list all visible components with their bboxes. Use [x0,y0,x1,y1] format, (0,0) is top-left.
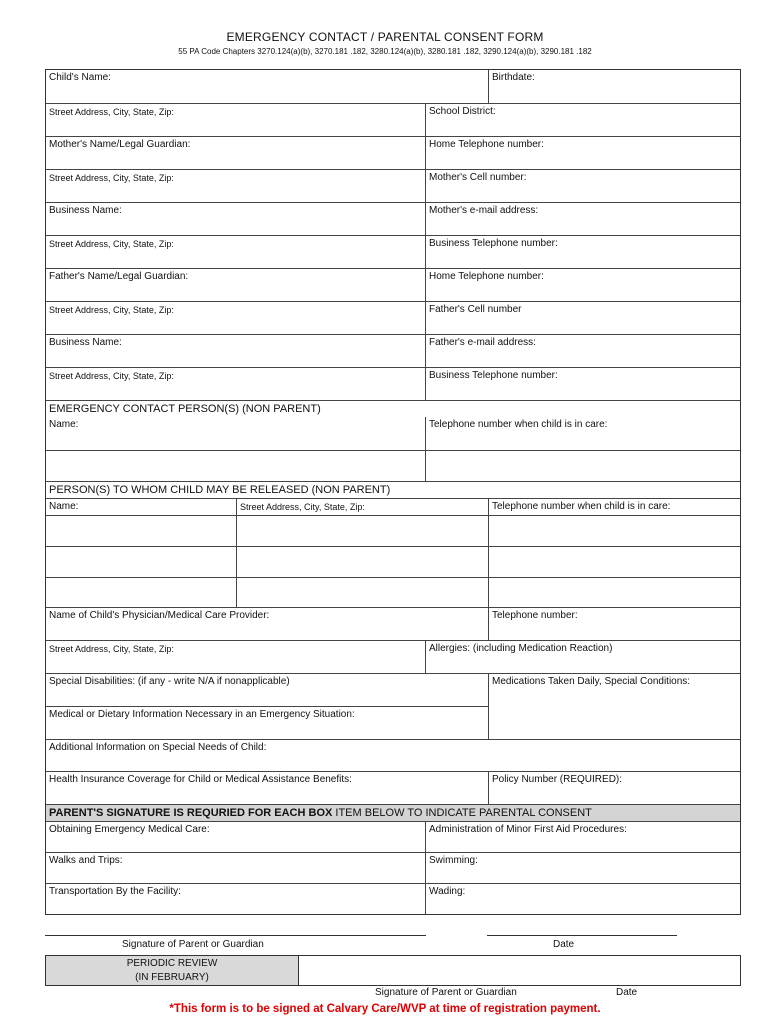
emergency-name-field[interactable]: Name: [49,419,79,430]
special-disabilities-field[interactable]: Special Disabilities: (if any - write N/A if nonapplicable) [46,673,488,706]
registration-notice: *This form is to be signed at Calvary Care/WVP at time of registration payment. [169,1003,601,1015]
father-email-field[interactable]: Father's e-mail address: [425,334,740,367]
consent-heading-bold: PARENT'S SIGNATURE IS REQURIED FOR EACH BOX [49,807,333,819]
periodic-review-line1: PERIODIC REVIEW [126,958,218,969]
first-aid-consent-field[interactable]: Administration of Minor First Aid Procedures: [425,821,740,852]
father-name-field[interactable]: Father's Name/Legal Guardian: [46,268,425,301]
dietary-info-field[interactable]: Medical or Dietary Information Necessary in an Emergency Situation: [46,706,488,739]
mother-business-name-field[interactable]: Business Name: [46,202,425,235]
parent-signature-line[interactable] [45,935,426,936]
transportation-consent-field[interactable]: Transportation By the Facility: [46,883,425,914]
release-name-row-3[interactable] [46,577,236,607]
father-business-address-field[interactable]: Street Address, City, State, Zip: [46,367,425,400]
physician-address-field[interactable]: Street Address, City, State, Zip: [46,640,425,673]
special-needs-field[interactable]: Additional Information on Special Needs of Child: [46,739,740,771]
release-name-row-1[interactable] [46,515,236,546]
child-address-field[interactable]: Street Address, City, State, Zip: [46,103,425,136]
periodic-review-label [46,956,299,985]
father-business-phone-field[interactable]: Business Telephone number: [425,367,740,400]
release-address-header: Street Address, City, State, Zip: [236,498,488,515]
allergies-field[interactable]: Allergies: (including Medication Reaction) [425,640,740,673]
consent-heading [46,804,740,821]
mother-business-phone-field[interactable]: Business Telephone number: [425,235,740,268]
emergency-contact-form [45,69,741,915]
mother-name-field[interactable]: Mother's Name/Legal Guardian: [46,136,425,169]
father-business-name-field[interactable]: Business Name: [46,334,425,367]
physician-phone-field[interactable]: Telephone number: [488,607,740,640]
form-title: EMERGENCY CONTACT / PARENTAL CONSENT FORM [226,30,544,44]
mother-address-field[interactable]: Street Address, City, State, Zip: [46,169,425,202]
birthdate-field[interactable]: Birthdate: [488,70,740,103]
release-heading: PERSON(S) TO WHOM CHILD MAY BE RELEASED (NON PARENT) [46,481,740,498]
form-subtitle: 55 PA Code Chapters 3270.124(a)(b), 3270.181 .182, 3280.124(a)(b), 3280.181 .182, 3290.124(a)(b), 3290.181 .182 [178,47,592,56]
release-address-row-2[interactable] [236,546,488,577]
release-address-row-1[interactable] [236,515,488,546]
childs-name-field[interactable]: Child's Name: [49,72,111,83]
father-cell-field[interactable]: Father's Cell number [425,301,740,334]
periodic-review-line2: (IN FEBRUARY) [135,972,209,983]
school-district-field[interactable]: School District: [425,103,740,136]
periodic-review-box [45,955,741,986]
periodic-review-signature-field[interactable] [299,956,740,985]
parent-signature-label: Signature of Parent or Guardian [122,939,264,950]
date-label-2: Date [616,987,638,998]
release-phone-row-1[interactable] [488,515,740,546]
mother-home-phone-field[interactable]: Home Telephone number: [425,136,740,169]
emergency-name-row-2[interactable] [46,450,425,481]
consent-heading-rest: ITEM BELOW TO INDICATE PARENTAL CONSENT [332,807,592,819]
swimming-consent-field[interactable]: Swimming: [425,852,740,883]
father-address-field[interactable]: Street Address, City, State, Zip: [46,301,425,334]
physician-field[interactable]: Name of Child's Physician/Medical Care Provider: [46,607,488,640]
mother-cell-field[interactable]: Mother's Cell number: [425,169,740,202]
release-phone-row-2[interactable] [488,546,740,577]
mother-email-field[interactable]: Mother's e-mail address: [425,202,740,235]
wading-consent-field[interactable]: Wading: [425,883,740,914]
release-phone-header: Telephone number when child is in care: [488,498,740,515]
walks-trips-consent-field[interactable]: Walks and Trips: [46,852,425,883]
policy-number-field[interactable]: Policy Number (REQUIRED): [488,771,740,804]
release-name-header: Name: [46,498,236,515]
father-home-phone-field[interactable]: Home Telephone number: [425,268,740,301]
date-label: Date [553,939,575,950]
release-phone-row-3[interactable] [488,577,740,607]
emergency-contact-heading: EMERGENCY CONTACT PERSON(S) (NON PARENT) [46,400,740,417]
parent-signature-label-2: Signature of Parent or Guardian [375,987,517,998]
mother-business-address-field[interactable]: Street Address, City, State, Zip: [46,235,425,268]
emergency-care-consent-field[interactable]: Obtaining Emergency Medical Care: [46,821,425,852]
date-signature-line[interactable] [487,935,677,936]
insurance-field[interactable]: Health Insurance Coverage for Child or Medical Assistance Benefits: [46,771,488,804]
release-address-row-3[interactable] [236,577,488,607]
release-name-row-2[interactable] [46,546,236,577]
medications-field[interactable]: Medications Taken Daily, Special Conditions: [488,673,740,739]
emergency-phone-field[interactable]: Telephone number when child is in care: [425,417,740,450]
emergency-phone-row-2[interactable] [425,450,740,481]
